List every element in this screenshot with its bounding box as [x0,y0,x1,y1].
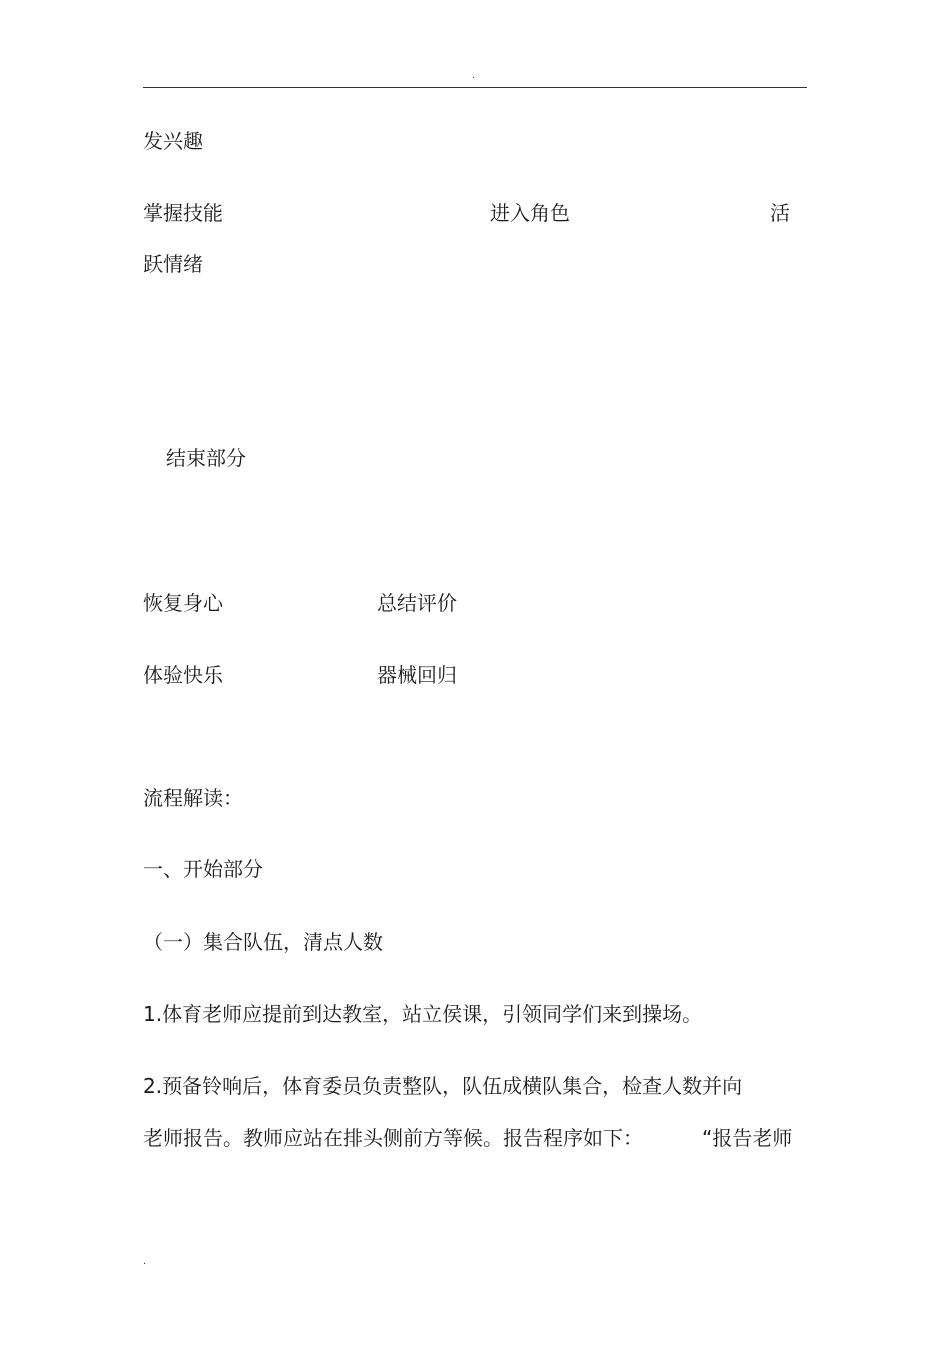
paragraph-2-line-2: 老师报告。教师应站在排头侧前方等候。报告程序如下： [143,1126,643,1150]
flow-step-active-end: 跃情绪 [143,252,203,276]
flow-step-active-start: 活 [770,201,790,225]
section-one-heading: 一、开始部分 [143,857,263,881]
flow-intro-tail: 发兴趣 [143,129,203,153]
footer-mark: . [143,1256,147,1267]
header-divider [143,87,807,88]
flow-step-enter-role: 进入角色 [490,201,570,225]
paragraph-1: 1.体育老师应提前到达教室，站立侯课，引领同学们来到操场。 [143,1002,703,1026]
header-mark: . [472,70,476,81]
end-item-recover: 恢复身心 [143,591,223,615]
end-section-label: 结束部分 [166,446,246,470]
flow-explanation-heading: 流程解读： [143,786,243,810]
end-item-summary: 总结评价 [377,591,457,615]
end-item-equipment: 器械回归 [377,663,457,687]
end-item-enjoy: 体验快乐 [143,663,223,687]
paragraph-2-quote: “报告老师 [702,1126,793,1150]
flow-step-master-skills: 掌握技能 [143,201,223,225]
subsection-one-heading: （一）集合队伍，清点人数 [143,930,383,954]
paragraph-2-line-1: 2.预备铃响后，体育委员负责整队，队伍成横队集合，检查人数并向 [143,1074,743,1098]
